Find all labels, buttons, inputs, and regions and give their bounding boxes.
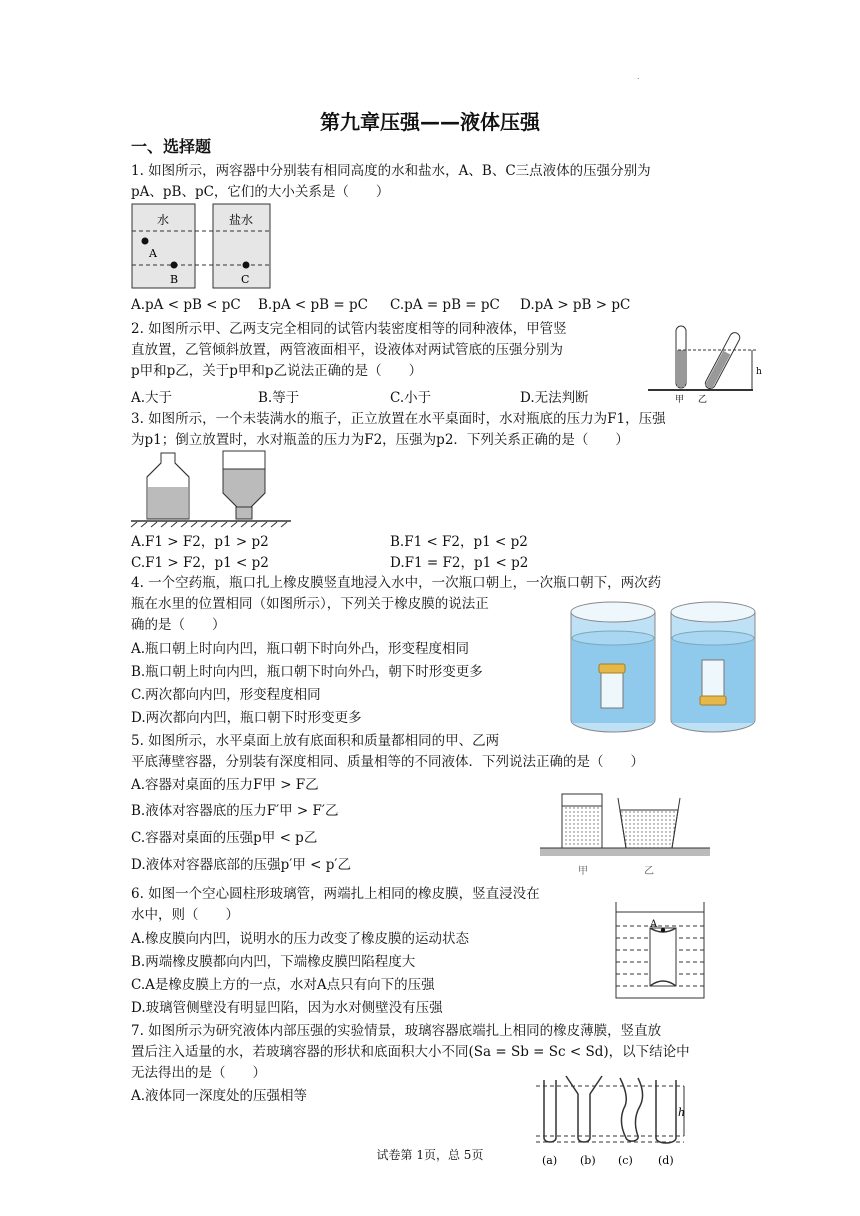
q5-option-c: C.容器对桌面的压强p甲 < p乙	[131, 830, 318, 846]
q6-figure	[612, 898, 712, 1002]
q7-fig-d: (d)	[658, 1154, 674, 1167]
q5-option-b: B.液体对容器底的压力F′甲 > F′乙	[131, 803, 339, 819]
q2-option-d: D.无法判断	[520, 390, 589, 406]
q2-fig-yi: 乙	[698, 395, 708, 405]
q6-line2: 水中，则（ ）	[131, 907, 239, 923]
q1-fig-water: 水	[157, 213, 170, 227]
q5-option-a: A.容器对桌面的压力F甲 > F乙	[131, 777, 319, 793]
q1-option-c: C.pA = pB = pC	[390, 297, 500, 313]
q6-option-d: D.玻璃管侧壁没有明显凹陷，因为水对侧壁没有压强	[131, 1000, 443, 1016]
q3-option-c: C.F1 > F2，p1 < p2	[131, 555, 269, 571]
q5-fig-yi: 乙	[644, 866, 654, 877]
q6-option-c: C.A是橡皮膜上方的一点，水对A点只有向下的压强	[131, 977, 435, 993]
q1-option-d: D.pA > pB > pC	[520, 297, 631, 313]
page-footer: 试卷第 1页，总 5页	[376, 1148, 484, 1162]
q5-figure	[540, 790, 710, 882]
q6-option-b: B.两端橡皮膜都向内凹，下端橡皮膜凹陷程度大	[131, 954, 416, 970]
q3-line2: 为p1；倒立放置时，水对瓶盖的压力为F2，压强为p2．下列关系正确的是（ ）	[131, 432, 629, 448]
q1-option-b: B.pA < pB = pC	[258, 297, 368, 313]
q5-option-d: D.液体对容器底部的压强p′甲 < p′乙	[131, 857, 351, 873]
q6-line1: 6. 如图一个空心圆柱形玻璃管，两端扎上相同的橡皮膜，竖直浸没在	[131, 886, 540, 902]
q7-fig-a: (a)	[542, 1154, 558, 1167]
q5-line1: 5. 如图所示，水平桌面上放有底面积和质量都相同的甲、乙两	[131, 733, 500, 749]
q2-figure	[648, 322, 768, 404]
q3-option-b: B.F1 < F2，p1 < p2	[390, 534, 528, 550]
q4-line1: 4. 一个空药瓶，瓶口扎上橡皮膜竖直地浸入水中，一次瓶口朝上，一次瓶口朝下，两次药	[131, 575, 662, 591]
q5-line2: 平底薄壁容器，分别装有深度相同、质量相等的不同液体．下列说法正确的是（ ）	[131, 754, 644, 770]
q3-line1: 3. 如图所示，一个未装满水的瓶子，正立放置在水平桌面时，水对瓶底的压力为F1，压强	[131, 411, 666, 427]
q1-fig-salt: 盐水	[229, 213, 254, 227]
q6-fig-A: A	[650, 919, 658, 930]
q2-line2: 直放置，乙管倾斜放置，两管液面相平，设液体对两试管底的压强分别为	[131, 342, 563, 358]
section-heading: 一、选择题	[131, 137, 212, 156]
q4-option-b: B.瓶口朝上时向内凹，瓶口朝下时向外凸，朝下时形变更多	[131, 664, 483, 680]
q2-option-c: C.小于	[390, 390, 432, 406]
q3-option-a: A.F1 > F2，p1 > p2	[131, 534, 269, 550]
q1-figure	[131, 203, 271, 293]
q2-fig-h: h	[756, 367, 762, 377]
corner-mark: .	[637, 72, 640, 81]
q2-line1: 2. 如图所示甲、乙两支完全相同的试管内装密度相等的同种液体，甲管竖	[131, 321, 567, 337]
q2-fig-jia: 甲	[675, 395, 685, 405]
q7-line3: 无法得出的是（ ）	[131, 1065, 266, 1081]
q1-fig-C: C	[241, 273, 250, 286]
q1-line1: 1. 如图所示，两容器中分别装有相同高度的水和盐水，A、B、C三点液体的压强分别为	[131, 163, 651, 179]
q3-figure	[131, 449, 291, 527]
q4-option-a: A.瓶口朝上时向内凹，瓶口朝下时向外凸，形变程度相同	[131, 641, 470, 657]
q4-line2: 瓶在水里的位置相同（如图所示），下列关于橡皮膜的说法正	[131, 596, 489, 612]
q7-option-a: A.液体同一深度处的压强相等	[131, 1088, 308, 1104]
q3-option-d: D.F1 = F2，p1 < p2	[390, 555, 529, 571]
q1-fig-B: B	[170, 273, 179, 286]
q7-fig-c: (c)	[618, 1154, 633, 1167]
q4-option-c: C.两次都向内凹，形变程度相同	[131, 687, 321, 703]
q7-line2: 置后注入适量的水，若玻璃容器的形状和底面积大小不同(Sa = Sb = Sc < Sd)，以下结论中	[131, 1044, 690, 1060]
q1-option-a: A.pA < pB < pC	[131, 297, 241, 313]
q4-line3: 确的是（ ）	[131, 617, 226, 633]
q2-option-a: A.大于	[131, 390, 173, 406]
q1-line2: pA、pB、pC，它们的大小关系是（ ）	[131, 184, 390, 200]
q6-option-a: A.橡皮膜向内凹，说明水的压力改变了橡皮膜的运动状态	[131, 931, 470, 947]
q4-figure	[563, 598, 763, 736]
q7-fig-b: (b)	[580, 1154, 596, 1167]
q2-line3: p甲和p乙，关于p甲和p乙说法正确的是（ ）	[131, 363, 423, 379]
q7-line1: 7. 如图所示为研究液体内部压强的实验情景，玻璃容器底端扎上相同的橡皮薄膜，竖直放	[131, 1023, 662, 1039]
q1-fig-A: A	[149, 247, 157, 260]
q2-option-b: B.等于	[258, 390, 300, 406]
page-title: 第九章压强——液体压强	[320, 110, 540, 134]
q7-fig-h: h	[678, 1106, 686, 1119]
q4-option-d: D.两次都向内凹，瓶口朝下时形变更多	[131, 710, 362, 726]
q5-fig-jia: 甲	[578, 866, 588, 877]
